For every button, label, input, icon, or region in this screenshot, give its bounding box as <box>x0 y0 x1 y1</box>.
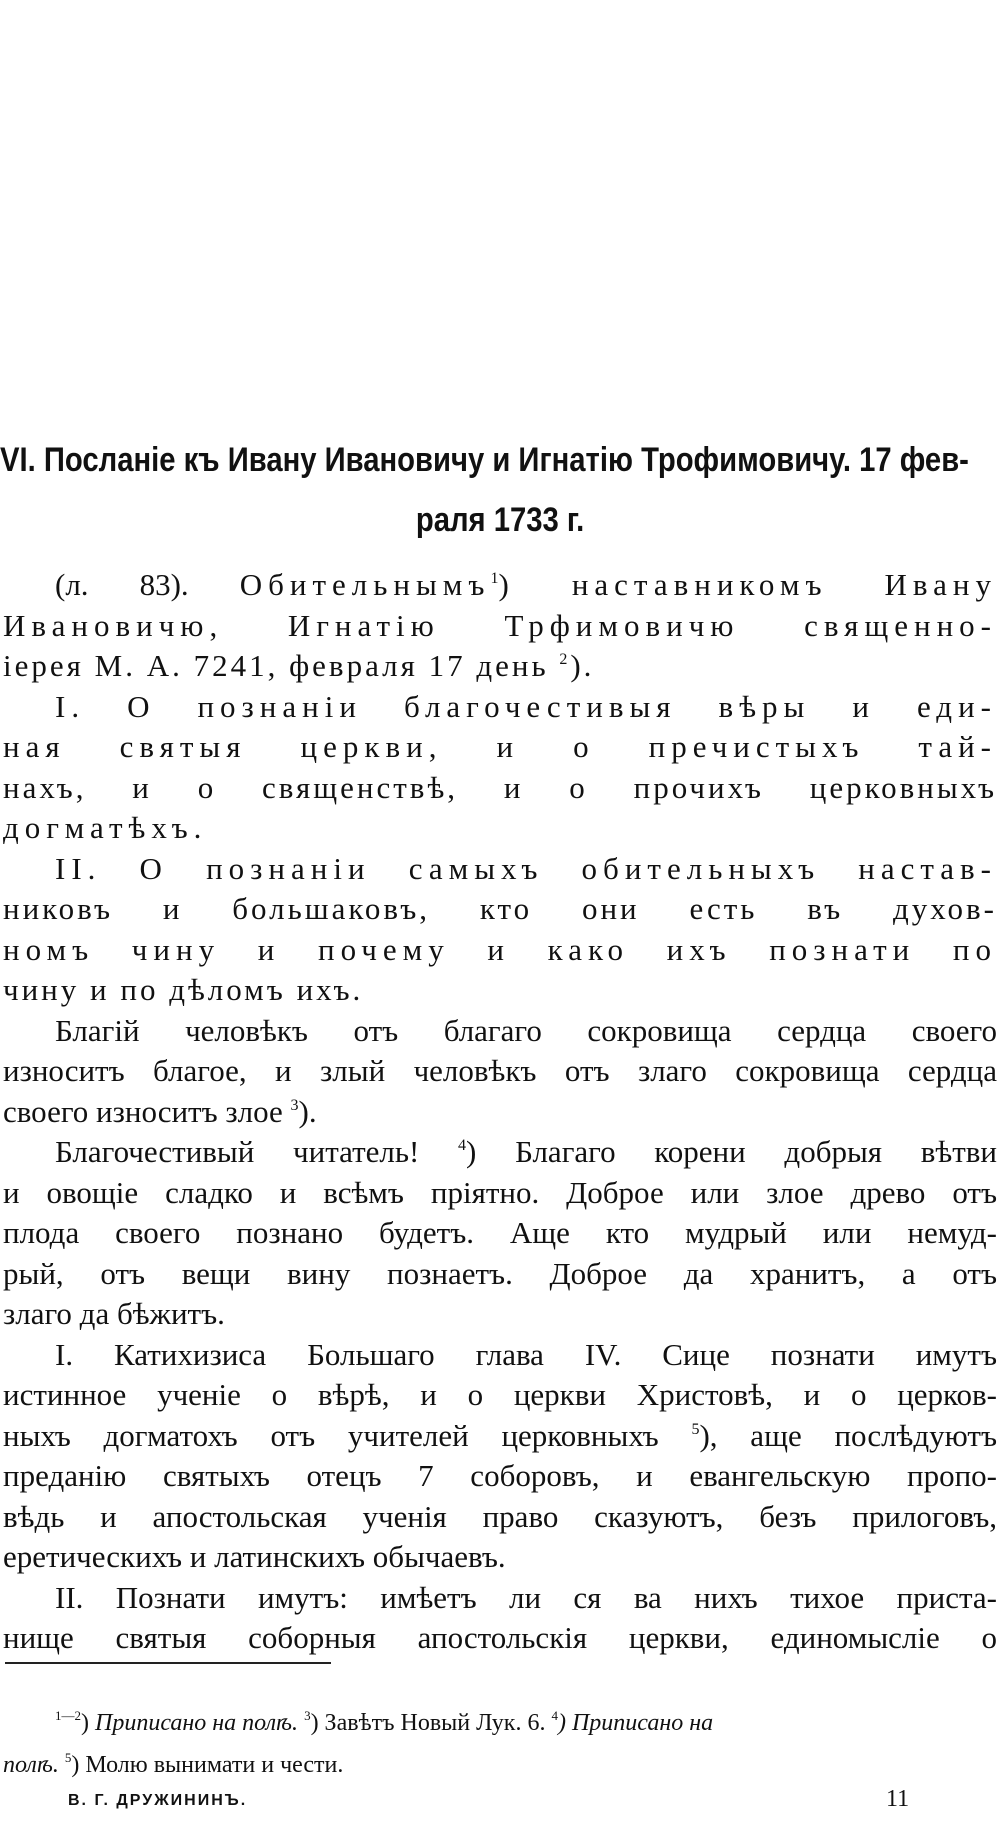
footnote-marker: 1—2 <box>55 1708 81 1723</box>
paragraph-catechism <box>3 1335 997 1578</box>
text-line: еретическихъ и латинскихъ обычаевъ. <box>3 1539 506 1574</box>
page-number: 11 <box>886 1786 910 1812</box>
text-line: II. Познати имутъ: имѣетъ ли ся ва нихъ тихое приста- <box>55 1579 997 1615</box>
paragraph-epigraph <box>3 1011 997 1133</box>
text-line: II. О познаніи самыхъ обительныхъ настав- <box>55 850 997 886</box>
title-line-1: VI. Посланіе къ Ивану Ивановичу и Игнатію Трофимовичу. 17 фев- <box>0 441 969 479</box>
footnote-ref: 1 <box>490 570 499 587</box>
author-signature: В. Г. ДРУЖИНИНЪ. <box>68 1792 248 1809</box>
text-line: истинное ученіе о вѣрѣ, и о церкви Христовѣ, и о церков- <box>3 1377 997 1412</box>
footnote-text: ) Молю вынимати и чести. <box>71 1752 344 1778</box>
footnote-text: ) Завѣтъ Новый Лук. 6. <box>310 1710 552 1736</box>
text-line: никовъ и большаковъ, кто они есть въ духов- <box>3 891 997 926</box>
footnote-divider <box>5 1662 331 1664</box>
footnote-line: $^{1—2}$) Приписано на полѣ. $^3$) Завѣтъ Новый Лук. 6. $^4$) Приписано на <box>55 1708 714 1736</box>
text-line: Ивановичю, Игнатію Трфимовичю священно- <box>3 607 997 643</box>
text-line: злаго да бѣжитъ. <box>3 1296 225 1331</box>
paragraph-point-1 <box>3 687 997 849</box>
footnote-marker: 3 <box>304 1708 311 1723</box>
text-line: I. Катихизиса Большаго глава IV. Сице познати имутъ <box>55 1336 997 1372</box>
footnotes <box>3 1702 997 1786</box>
text-line: вѣдь и апостольская ученія право сказуютъ, безъ прилоговъ, <box>3 1498 997 1534</box>
paragraph-knowledge <box>3 1578 997 1659</box>
text-line: рый, отъ вещи вину познаетъ. Доброе да хранитъ, а отъ <box>3 1255 997 1291</box>
footnote-ref: 3 <box>290 1096 299 1114</box>
text-line: и овощіе сладко и всѣмъ пріятно. Доброе или злое древо отъ <box>3 1174 997 1210</box>
text-line: I. О познаніи благочестивыя вѣры и еди- <box>55 688 997 724</box>
text-line: ная святыя церкви, и о пречистыхъ тай- <box>3 729 997 764</box>
text-line: нище святыя соборныя апостольскія церкви, единомыслie о <box>3 1620 997 1655</box>
footnote-ref: 4 <box>458 1137 467 1154</box>
text-line: Благій человѣкъ отъ благаго сокровища сердца своего <box>55 1012 997 1048</box>
paragraph-address <box>3 565 997 687</box>
section-title <box>0 430 969 550</box>
footnote-text: полѣ. <box>3 1752 59 1778</box>
text-line: номъ чину и почему и како ихъ познати по <box>3 931 997 967</box>
text-line: преданію святыхъ отецъ 7 соборовъ, и евангельскую пропо- <box>3 1458 997 1493</box>
footnote-line <box>3 1744 997 1786</box>
text-line: своего износитъ злое $^3$). <box>3 1093 317 1129</box>
text-line: Благочестивый читатель! $^4$) Благаго корени добрыя вѣтви <box>55 1134 998 1169</box>
footnote-marker: 4 <box>551 1708 558 1723</box>
text-line: догматѣхъ. <box>3 810 208 845</box>
text-line: нахъ, и о священствѣ, и о прочихъ церковныхъ <box>3 769 997 805</box>
paragraph-reader <box>3 1132 997 1335</box>
paragraph-point-2 <box>3 849 997 1011</box>
text-line: ныхъ догматохъ отъ учителей церковныхъ $^5$), аще послѣдуютъ <box>3 1417 997 1453</box>
text-line: іерея М. А. 7241, февраля 17 день $^2$). <box>3 648 595 683</box>
text-line: (л. 83). Обительнымъ$^1$) наставникомъ Ивану <box>55 567 997 602</box>
footnote-ref: 2 <box>559 651 571 668</box>
text-line: плода своего познано будетъ. Аще кто мудрый или немуд- <box>3 1215 997 1250</box>
title-line-2: раля 1733 г. <box>415 501 585 539</box>
footnote-text: ) Приписано на <box>557 1710 714 1736</box>
footnote-text: Приписано на полѣ. <box>95 1710 299 1736</box>
body-text <box>3 565 997 1659</box>
footnote-ref: 5 <box>691 1420 700 1438</box>
text-line: износитъ благое, и злый человѣкъ отъ злаго сокровища сердца <box>3 1053 997 1088</box>
text-line: чину и по дѣломъ ихъ. <box>3 972 364 1007</box>
footnote-marker: 5 <box>64 1750 72 1765</box>
